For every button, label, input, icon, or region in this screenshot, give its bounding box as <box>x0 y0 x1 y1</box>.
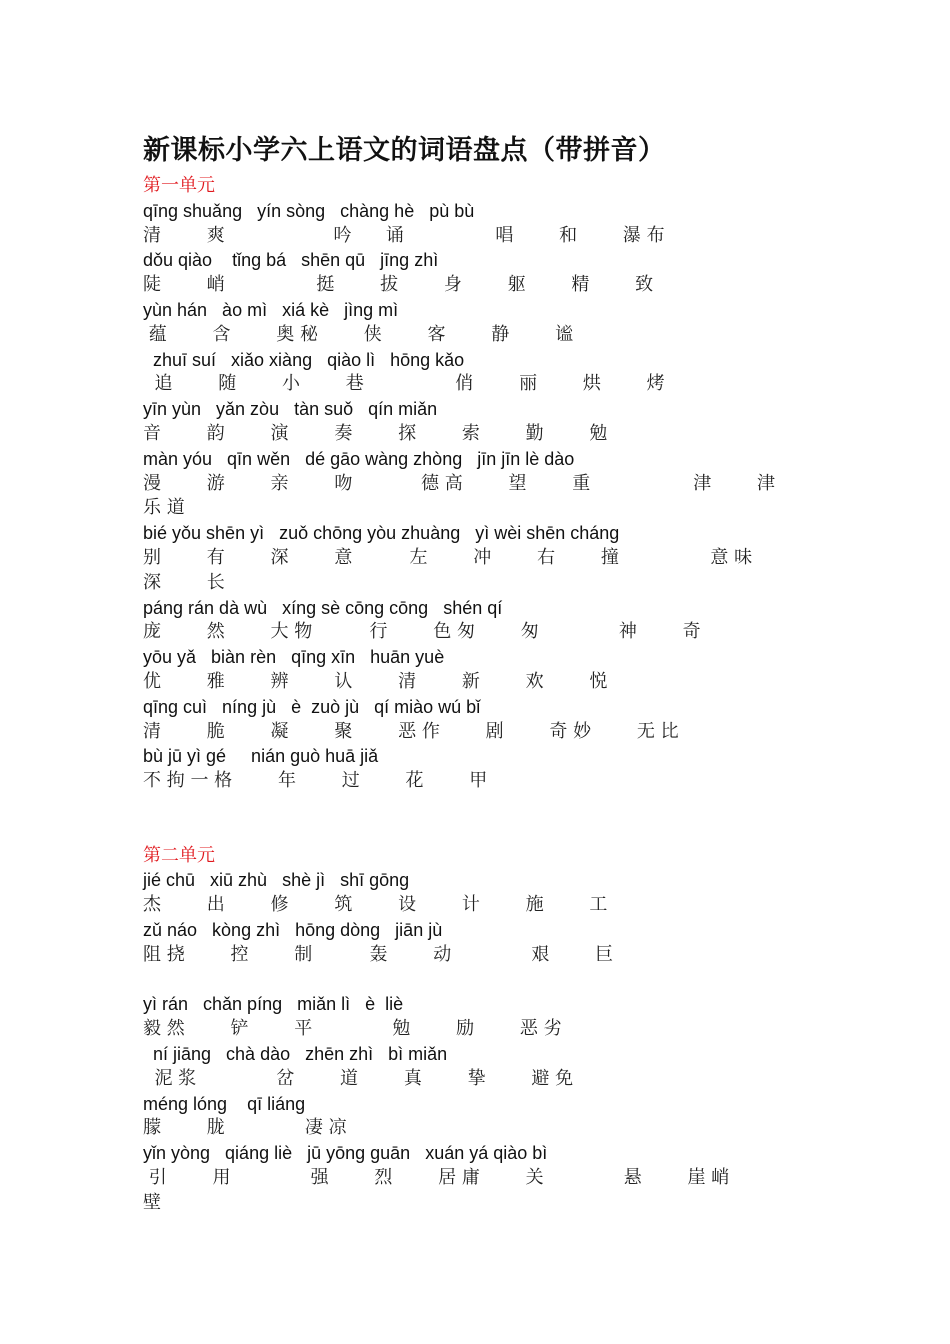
hanzi-line: 别 有 深 意 左 冲 右 撞 意 味 <box>143 547 753 568</box>
hanzi-line: 深 长 <box>143 572 225 593</box>
hanzi-line: 清 脆 凝 聚 恶 作 剧 奇 妙 无 比 <box>143 721 679 742</box>
pinyin-line: yǐn yòng qiáng liè jū yōng guān xuán yá qiào bì <box>143 1143 548 1163</box>
hanzi-line: 壁 <box>143 1192 161 1213</box>
hanzi-line: 庞 然 大 物 行 色 匆 匆 神 奇 <box>143 621 701 642</box>
pinyin-line: màn yóu qīn wěn dé gāo wàng zhòng jīn jīn lè dào <box>143 449 575 469</box>
hanzi-line: 朦 胧 凄 凉 <box>143 1117 347 1138</box>
pinyin-line: dǒu qiào tǐng bá shēn qū jīng zhì <box>143 250 439 270</box>
pinyin-line: zhuī suí xiǎo xiàng qiào lì hōng kǎo <box>143 350 465 370</box>
pinyin-line: yōu yǎ biàn rèn qīng xīn huān yuè <box>143 647 445 667</box>
pinyin-line: zǔ náo kòng zhì hōng dòng jiān jù <box>143 920 443 940</box>
pinyin-line: yì rán chǎn píng miǎn lì è liè <box>143 994 404 1014</box>
hanzi-line: 追 随 小 巷 俏 丽 烘 烤 <box>143 373 665 394</box>
pinyin-line: yīn yùn yǎn zòu tàn suǒ qín miǎn <box>143 399 438 419</box>
hanzi-line: 泥 浆 岔 道 真 挚 避 免 <box>143 1068 574 1089</box>
hanzi-line: 乐 道 <box>143 497 185 518</box>
pinyin-line: qīng shuǎng yín sòng chàng hè pù bù <box>143 201 475 221</box>
pinyin-line: páng rán dà wù xíng sè cōng cōng shén qí <box>143 598 503 618</box>
hanzi-line: 毅 然 铲 平 勉 励 恶 劣 <box>143 1018 562 1039</box>
page-title: 新课标小学六上语文的词语盘点（带拼音） <box>143 135 666 166</box>
hanzi-line: 优 雅 辨 认 清 新 欢 悦 <box>143 671 608 692</box>
hanzi-line: 蕴 含 奥 秘 侠 客 静 谧 <box>143 324 574 345</box>
hanzi-line: 漫 游 亲 吻 德 高 望 重 津 津 <box>143 473 776 494</box>
hanzi-line: 引 用 强 烈 居 庸 关 悬 崖 峭 <box>143 1167 730 1188</box>
pinyin-line: ní jiāng chà dào zhēn zhì bì miǎn <box>143 1044 448 1064</box>
pinyin-line: bù jū yì gé nián guò huā jiǎ <box>143 746 379 766</box>
section-heading: 第二单元 <box>143 845 215 866</box>
pinyin-line: qīng cuì níng jù è zuò jù qí miào wú bǐ <box>143 697 481 717</box>
hanzi-line: 阻 挠 控 制 轰 动 艰 巨 <box>143 944 614 965</box>
hanzi-line: 杰 出 修 筑 设 计 施 工 <box>143 894 608 915</box>
section-heading: 第一单元 <box>143 175 215 196</box>
hanzi-line: 不 拘 一 格 年 过 花 甲 <box>143 770 488 791</box>
pinyin-line: jié chū xiū zhù shè jì shī gōng <box>143 870 410 890</box>
pinyin-line: yùn hán ào mì xiá kè jìng mì <box>143 300 399 320</box>
hanzi-line: 音 韵 演 奏 探 索 勤 勉 <box>143 423 608 444</box>
pinyin-line: bié yǒu shēn yì zuǒ chōng yòu zhuàng yì wèi shēn cháng <box>143 523 620 543</box>
hanzi-line: 陡 峭 挺 拔 身 躯 精 致 <box>143 274 654 295</box>
pinyin-line: méng lóng qī liáng <box>143 1094 306 1114</box>
hanzi-line: 清 爽 吟 诵 唱 和 瀑 布 <box>143 225 665 246</box>
